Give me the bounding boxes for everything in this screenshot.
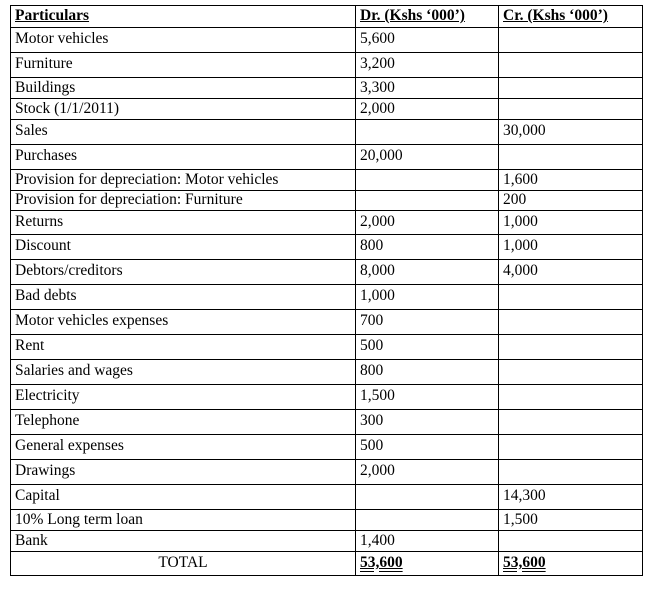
table-row [11, 485, 643, 510]
cell-particular: Provision for depreciation: Motor vehicles [11, 170, 356, 191]
cell-particular: Bad debts [11, 285, 356, 310]
table-row [11, 360, 643, 385]
table-row [11, 99, 643, 120]
cell-dr: 2,000 [356, 460, 499, 485]
cell-dr [356, 191, 499, 211]
table-row [11, 191, 643, 211]
cell-cr: 14,300 [499, 485, 643, 510]
cell-dr: 2,000 [356, 211, 499, 235]
cell-cr: 1,000 [499, 235, 643, 260]
cell-cr [499, 28, 643, 53]
cell-cr [499, 78, 643, 99]
table-header-row [11, 6, 643, 28]
cell-dr: 3,200 [356, 53, 499, 78]
cell-dr: 2,000 [356, 99, 499, 120]
total-label: TOTAL [11, 552, 356, 576]
cell-dr: 1,000 [356, 285, 499, 310]
cell-dr: 3,300 [356, 78, 499, 99]
cell-cr [499, 335, 643, 360]
table-row [11, 310, 643, 335]
cell-dr: 800 [356, 360, 499, 385]
cell-particular: Rent [11, 335, 356, 360]
cell-cr: 4,000 [499, 260, 643, 285]
table-row [11, 53, 643, 78]
cell-cr [499, 410, 643, 435]
cell-dr [356, 120, 499, 145]
table-row [11, 78, 643, 99]
cell-particular: Furniture [11, 53, 356, 78]
cell-particular: Drawings [11, 460, 356, 485]
cell-particular: Buildings [11, 78, 356, 99]
cell-particular: Returns [11, 211, 356, 235]
table-row [11, 260, 643, 285]
table-row [11, 211, 643, 235]
table-row [11, 285, 643, 310]
cell-dr: 500 [356, 435, 499, 460]
cell-particular: Stock (1/1/2011) [11, 99, 356, 120]
cell-particular: Motor vehicles [11, 28, 356, 53]
table-row [11, 120, 643, 145]
table-row [11, 235, 643, 260]
cell-particular: Telephone [11, 410, 356, 435]
cell-cr [499, 435, 643, 460]
cell-cr [499, 145, 643, 170]
cell-particular: 10% Long term loan [11, 510, 356, 531]
cell-particular: Debtors/creditors [11, 260, 356, 285]
table-row [11, 531, 643, 552]
cell-cr [499, 460, 643, 485]
cell-cr [499, 385, 643, 410]
total-dr: 53,600 [360, 554, 403, 571]
cell-cr [499, 531, 643, 552]
cell-cr: 200 [499, 191, 643, 211]
table-row [11, 385, 643, 410]
table-row [11, 145, 643, 170]
cell-dr: 20,000 [356, 145, 499, 170]
total-cr: 53,600 [503, 554, 546, 571]
cell-dr: 500 [356, 335, 499, 360]
total-cr-cell [499, 552, 643, 576]
cell-particular: Sales [11, 120, 356, 145]
table-row [11, 170, 643, 191]
cell-particular: Motor vehicles expenses [11, 310, 356, 335]
cell-particular: Electricity [11, 385, 356, 410]
cell-cr: 30,000 [499, 120, 643, 145]
cell-cr: 1,000 [499, 211, 643, 235]
table-row [11, 410, 643, 435]
cell-dr [356, 485, 499, 510]
cell-cr [499, 285, 643, 310]
cell-dr: 700 [356, 310, 499, 335]
cell-cr [499, 310, 643, 335]
cell-dr [356, 510, 499, 531]
cell-particular: Provision for depreciation: Furniture [11, 191, 356, 211]
cell-dr: 1,400 [356, 531, 499, 552]
header-dr: Dr. (Kshs ‘000’) [356, 6, 499, 28]
cell-cr [499, 360, 643, 385]
cell-dr [356, 170, 499, 191]
cell-particular: Capital [11, 485, 356, 510]
table-row [11, 435, 643, 460]
cell-dr: 1,500 [356, 385, 499, 410]
table-row [11, 510, 643, 531]
cell-cr [499, 53, 643, 78]
cell-cr [499, 99, 643, 120]
total-dr-cell [356, 552, 499, 576]
header-cr: Cr. (Kshs ‘000’) [499, 6, 643, 28]
cell-dr: 800 [356, 235, 499, 260]
cell-particular: General expenses [11, 435, 356, 460]
table-row [11, 460, 643, 485]
cell-particular: Bank [11, 531, 356, 552]
table-row [11, 28, 643, 53]
cell-dr: 8,000 [356, 260, 499, 285]
cell-particular: Salaries and wages [11, 360, 356, 385]
cell-particular: Discount [11, 235, 356, 260]
trial-balance-table [10, 5, 643, 576]
cell-particular: Purchases [11, 145, 356, 170]
cell-dr: 5,600 [356, 28, 499, 53]
total-row [11, 552, 643, 576]
table-row [11, 335, 643, 360]
cell-cr: 1,600 [499, 170, 643, 191]
cell-cr: 1,500 [499, 510, 643, 531]
header-particulars: Particulars [11, 6, 356, 28]
cell-dr: 300 [356, 410, 499, 435]
